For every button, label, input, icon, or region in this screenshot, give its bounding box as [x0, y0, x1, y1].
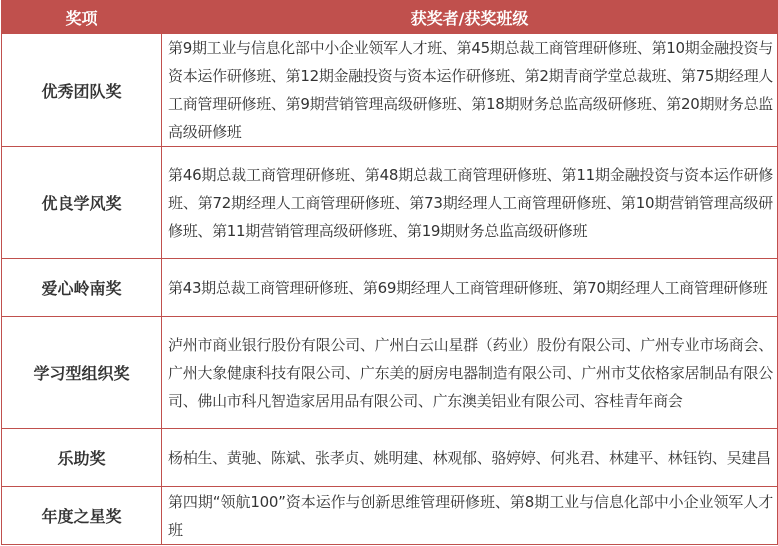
table-row [2, 429, 778, 487]
table-row [2, 34, 778, 147]
award-name: 爱心岭南奖 [2, 259, 162, 317]
awards-table [1, 0, 778, 545]
award-winners: 杨柏生、黄驰、陈斌、张孝贞、姚明建、林观郁、骆婷婷、何兆君、林建平、林钰钧、吴建昌 [162, 429, 778, 487]
table-row [2, 147, 778, 259]
award-winners: 第46期总裁工商管理研修班、第48期总裁工商管理研修班、第11期金融投资与资本运作研修班、第72期经理人工商管理研修班、第73期经理人工商管理研修班、第10期营销管理高级研修班、第11期营销管理高级研修班、第19期财务总监高级研修班 [162, 147, 778, 259]
award-name: 乐助奖 [2, 429, 162, 487]
table-row [2, 317, 778, 429]
award-winners: 第四期“领航100”资本运作与创新思维管理研修班、第8期工业与信息化部中小企业领军人才班 [162, 487, 778, 545]
award-name: 学习型组织奖 [2, 317, 162, 429]
award-winners: 第43期总裁工商管理研修班、第69期经理人工商管理研修班、第70期经理人工商管理研修班 [162, 259, 778, 317]
award-winners: 泸州市商业银行股份有限公司、广州白云山星群（药业）股份有限公司、广州专业市场商会、广州大象健康科技有限公司、广东美的厨房电器制造有限公司、广州市艾依格家居制品有限公司、佛山市科凡智造家居用品有限公司、广东澳美铝业有限公司、容桂青年商会 [162, 317, 778, 429]
table-header-row [2, 1, 778, 34]
header-award: 奖项 [2, 1, 162, 34]
header-winners: 获奖者/获奖班级 [162, 1, 778, 34]
award-name: 优秀团队奖 [2, 34, 162, 147]
table-row [2, 487, 778, 545]
table-row [2, 259, 778, 317]
award-winners: 第9期工业与信息化部中小企业领军人才班、第45期总裁工商管理研修班、第10期金融投资与资本运作研修班、第12期金融投资与资本运作研修班、第2期青商学堂总裁班、第75期经理人工商管理研修班、第9期营销管理高级研修班、第18期财务总监高级研修班、第20期财务总监高级研修班 [162, 34, 778, 147]
award-name: 优良学风奖 [2, 147, 162, 259]
award-name: 年度之星奖 [2, 487, 162, 545]
